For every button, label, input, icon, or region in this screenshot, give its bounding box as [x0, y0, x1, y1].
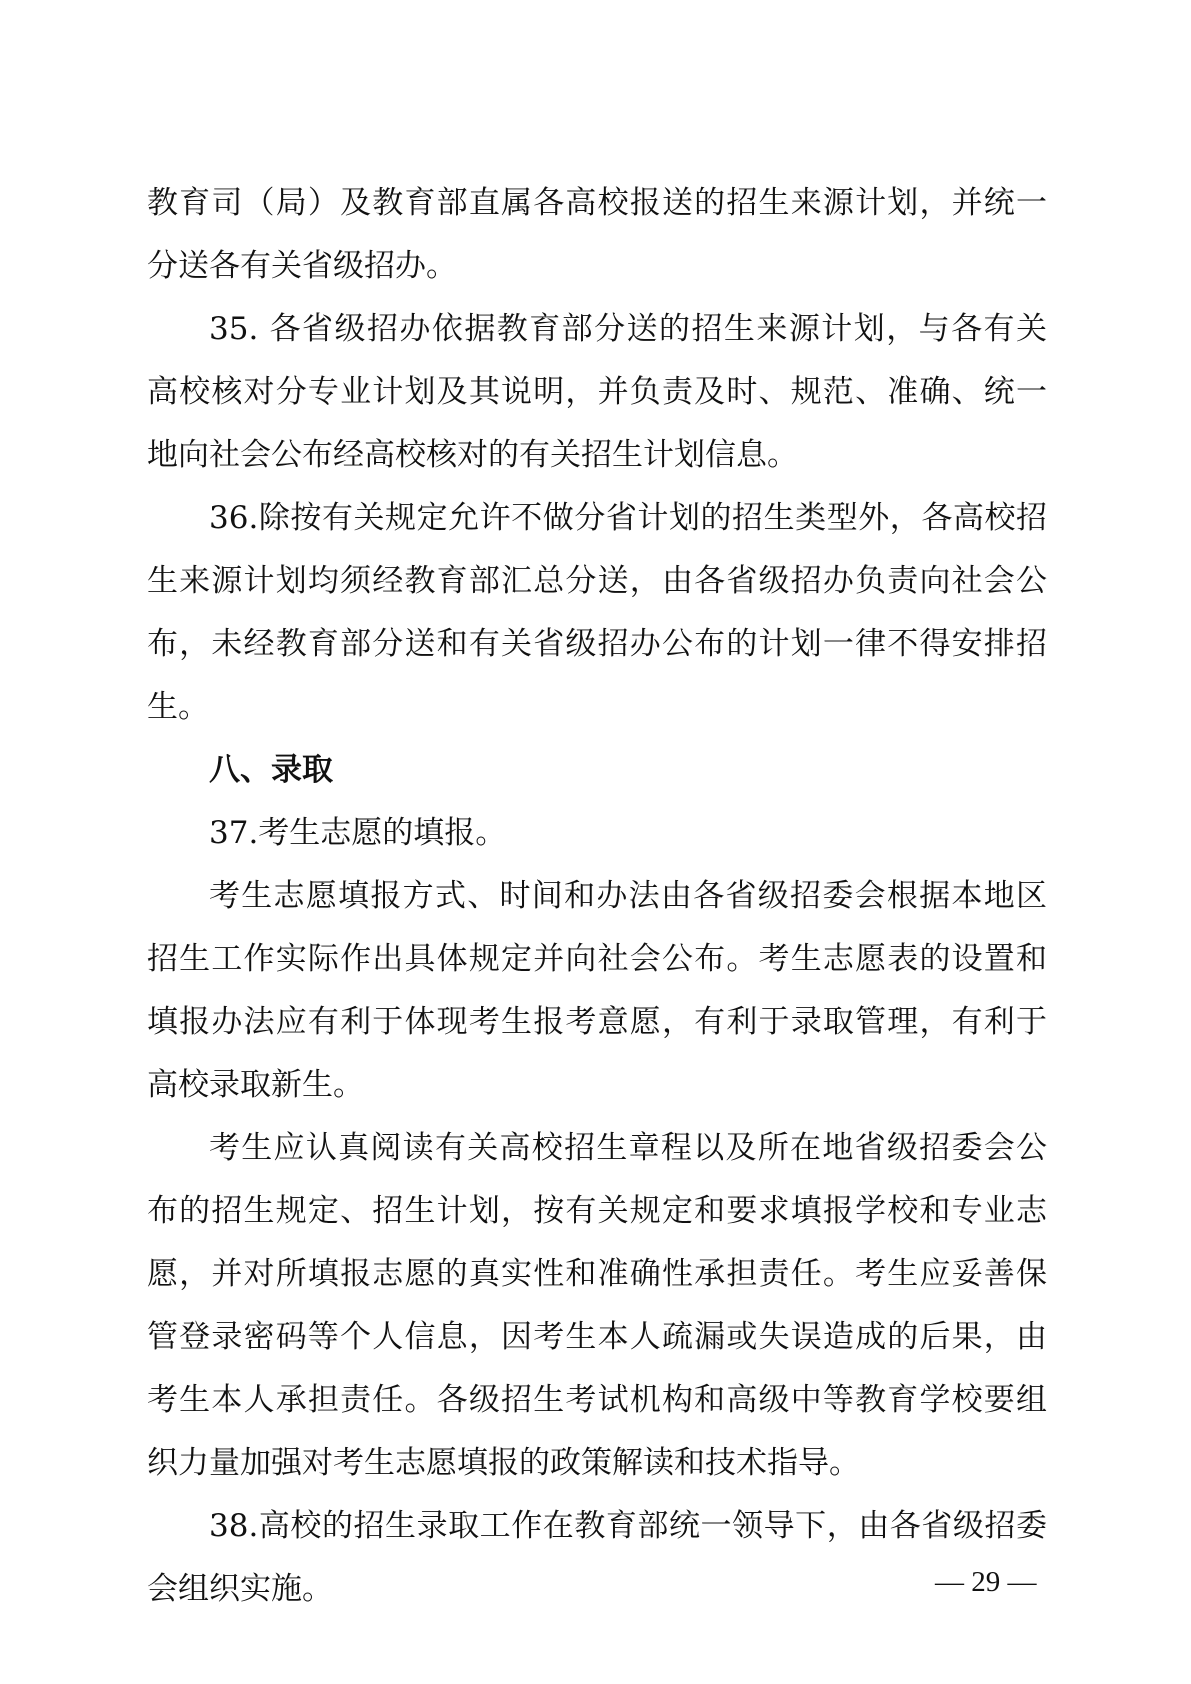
text-line: 布的招生规定、招生计划，按有关规定和要求填报学校和专业志	[147, 1193, 1047, 1229]
text-line: 管登录密码等个人信息，因考生本人疏漏或失误造成的后果，由	[147, 1319, 1047, 1355]
body-text	[147, 172, 1047, 1621]
text-line: 38.高校的招生录取工作在教育部统一领导下，由各省级招委	[209, 1508, 1047, 1544]
section-heading: 八、录取	[209, 752, 333, 788]
text-line: 高校录取新生。	[147, 1067, 364, 1103]
text-line: 会组织实施。	[147, 1571, 333, 1607]
text-line: 考生志愿填报方式、时间和办法由各省级招委会根据本地区	[209, 878, 1047, 914]
text-line: 36.除按有关规定允许不做分省计划的招生类型外，各高校招	[209, 500, 1047, 536]
page-number: — 29 —	[935, 1566, 1037, 1598]
text-line: 考生应认真阅读有关高校招生章程以及所在地省级招委会公	[209, 1130, 1047, 1166]
text-line: 填报办法应有利于体现考生报考意愿，有利于录取管理，有利于	[147, 1004, 1047, 1040]
text-line: 考生本人承担责任。各级招生考试机构和高级中等教育学校要组	[147, 1382, 1047, 1418]
text-line: 招生工作实际作出具体规定并向社会公布。考生志愿表的设置和	[147, 941, 1047, 977]
text-line: 织力量加强对考生志愿填报的政策解读和技术指导。	[147, 1445, 860, 1481]
text-line: 高校核对分专业计划及其说明，并负责及时、规范、准确、统一	[147, 374, 1047, 410]
text-line: 布，未经教育部分送和有关省级招办公布的计划一律不得安排招	[147, 626, 1047, 662]
text-line: 地向社会公布经高校核对的有关招生计划信息。	[147, 437, 798, 473]
text-line: 愿，并对所填报志愿的真实性和准确性承担责任。考生应妥善保	[147, 1256, 1047, 1292]
text-line: 37.考生志愿的填报。	[209, 815, 507, 851]
text-line: 分送各有关省级招办。	[147, 248, 457, 284]
text-line: 生来源计划均须经教育部汇总分送，由各省级招办负责向社会公	[147, 563, 1047, 599]
text-line: 教育司（局）及教育部直属各高校报送的招生来源计划，并统一	[147, 185, 1047, 221]
text-line: 生。	[147, 689, 209, 725]
text-line: 35. 各省级招办依据教育部分送的招生来源计划，与各有关	[209, 311, 1047, 347]
